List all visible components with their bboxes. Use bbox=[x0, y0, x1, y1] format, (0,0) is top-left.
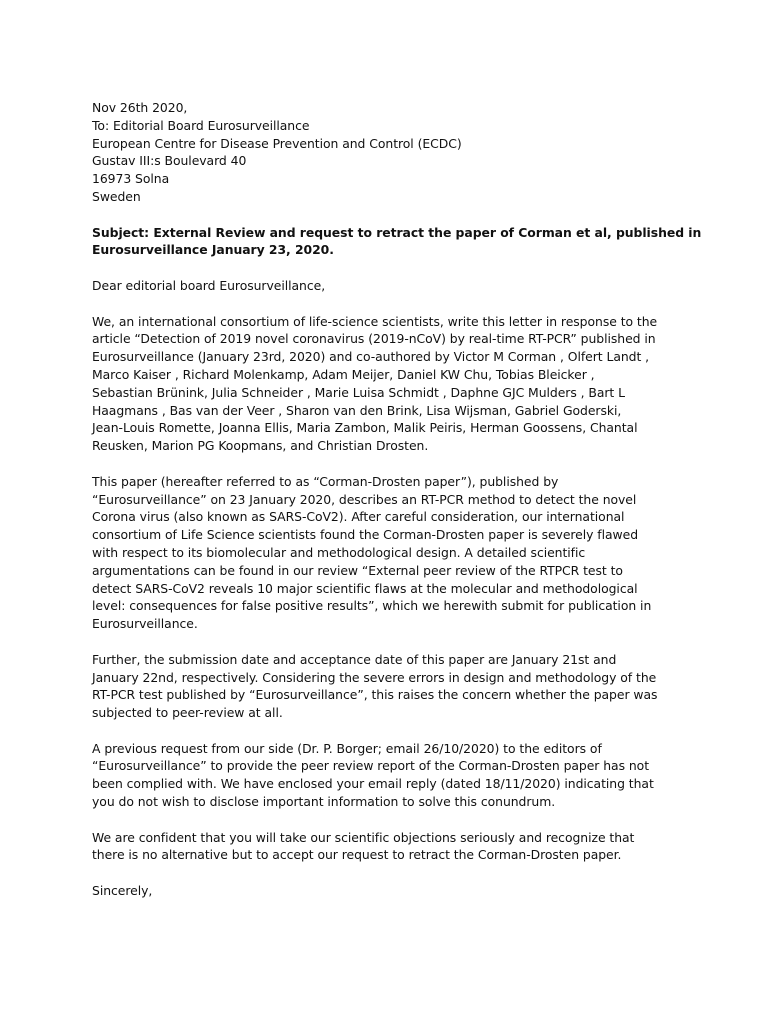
paragraph-line: level: consequences for false positive results”, which we herewith submit for publication in bbox=[92, 598, 652, 614]
paragraph-line: “Eurosurveillance” to provide the peer review report of the Corman-Drosten paper has not bbox=[92, 758, 650, 774]
paragraph-consortium bbox=[92, 313, 682, 455]
paragraph-line: Marco Kaiser , Richard Molenkamp, Adam Meijer, Daniel KW Chu, Tobias Bleicker , bbox=[92, 366, 595, 382]
spacer bbox=[92, 295, 682, 313]
paragraph-line: with respect to its biomolecular and methodological design. A detailed scientific bbox=[92, 544, 586, 560]
closing: Sincerely, bbox=[92, 883, 153, 899]
paragraph-line: Haagmans , Bas van der Veer , Sharon van den Brink, Lisa Wijsman, Gabriel Goderski, bbox=[92, 402, 622, 418]
address-line: Sweden bbox=[92, 188, 141, 204]
spacer bbox=[92, 455, 682, 473]
paragraph-line: Corona virus (also known as SARS-CoV2). After careful consideration, our international bbox=[92, 509, 625, 525]
paragraph-line: January 22nd, respectively. Considering the severe errors in design and methodology of the bbox=[92, 669, 657, 685]
paragraph-line: Eurosurveillance. bbox=[92, 616, 198, 632]
paragraph-flaws bbox=[92, 473, 682, 633]
subject-line bbox=[92, 224, 702, 260]
paragraph-line: RT-PCR test published by “Eurosurveillance”, this raises the concern whether the paper was bbox=[92, 687, 658, 703]
paragraph-line: article “Detection of 2019 novel coronavirus (2019-nCoV) by real-time RT-PCR” published in bbox=[92, 331, 656, 347]
paragraph-line: “Eurosurveillance” on 23 January 2020, describes an RT-PCR method to detect the novel bbox=[92, 491, 637, 507]
spacer bbox=[92, 722, 682, 740]
paragraph-dates bbox=[92, 651, 682, 722]
paragraph-line: Sebastian Brünink, Julia Schneider , Marie Luisa Schmidt , Daphne GJC Mulders , Bart L bbox=[92, 384, 625, 400]
spacer bbox=[92, 811, 682, 829]
paragraph-request bbox=[92, 740, 682, 811]
salutation: Dear editorial board Eurosurveillance, bbox=[92, 277, 326, 293]
paragraph-line: detect SARS-CoV2 reveals 10 major scientific flaws at the molecular and methodological bbox=[92, 580, 638, 596]
paragraph-line: Jean-Louis Romette, Joanna Ellis, Maria Zambon, Malik Peiris, Herman Goossens, Chantal bbox=[92, 420, 638, 436]
paragraph-line: been complied with. We have enclosed your email reply (dated 18/11/2020) indicating that bbox=[92, 776, 654, 792]
subject-text: Eurosurveillance January 23, 2020. bbox=[92, 242, 334, 258]
paragraph-line: there is no alternative but to accept our request to retract the Corman-Drosten paper. bbox=[92, 847, 622, 863]
paragraph-line: argumentations can be found in our review “External peer review of the RTPCR test to bbox=[92, 562, 623, 578]
spacer bbox=[92, 259, 682, 277]
paragraph-line: A previous request from our side (Dr. P. Borger; email 26/10/2020) to the editors of bbox=[92, 740, 602, 756]
paragraph-line: consortium of Life Science scientists found the Corman-Drosten paper is severely flawed bbox=[92, 527, 639, 543]
spacer bbox=[92, 633, 682, 651]
letter-page bbox=[92, 99, 702, 900]
paragraph-line: We, an international consortium of life-science scientists, write this letter in response to the bbox=[92, 313, 658, 329]
paragraph-line: Eurosurveillance (January 23rd, 2020) and co-authored by Victor M Corman , Olfert Landt , bbox=[92, 349, 650, 365]
paragraph-line: Further, the submission date and acceptance date of this paper are January 21st and bbox=[92, 651, 617, 667]
paragraph-line: Reusken, Marion PG Koopmans, and Christian Drosten. bbox=[92, 438, 429, 454]
recipient-address bbox=[92, 117, 682, 206]
spacer bbox=[92, 206, 682, 224]
address-line: 16973 Solna bbox=[92, 171, 170, 187]
subject-text: Subject: External Review and request to retract the paper of Corman et al, published in bbox=[92, 224, 702, 240]
paragraph-line: This paper (hereafter referred to as “Corman-Drosten paper”), published by bbox=[92, 473, 559, 489]
address-line: European Centre for Disease Prevention and Control (ECDC) bbox=[92, 135, 462, 151]
paragraph-line: We are confident that you will take our scientific objections seriously and recognize that bbox=[92, 829, 635, 845]
letter-date: Nov 26th 2020, bbox=[92, 100, 188, 115]
paragraph-line: you do not wish to disclose important information to solve this conundrum. bbox=[92, 794, 556, 810]
address-line: Gustav III:s Boulevard 40 bbox=[92, 153, 247, 169]
address-line: To: Editorial Board Eurosurveillance bbox=[92, 117, 310, 133]
paragraph-line: subjected to peer-review at all. bbox=[92, 705, 283, 721]
spacer bbox=[92, 864, 682, 882]
paragraph-conclusion bbox=[92, 829, 682, 865]
